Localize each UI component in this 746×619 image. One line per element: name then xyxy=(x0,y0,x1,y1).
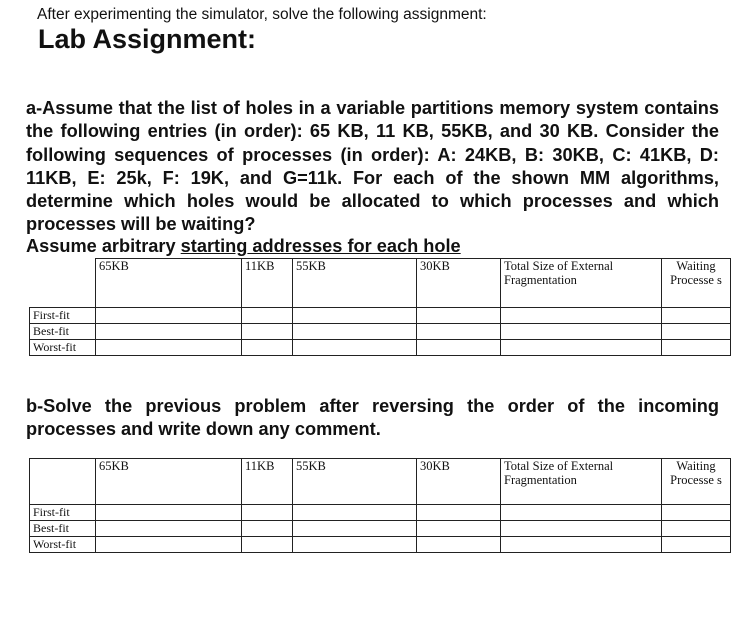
header-waiting-processes: Waiting Processe s xyxy=(662,459,731,505)
answer-cell[interactable] xyxy=(417,537,501,553)
header-hole-30kb: 30KB xyxy=(417,459,501,505)
allocation-table-b xyxy=(29,458,731,553)
answer-cell[interactable] xyxy=(242,324,293,340)
answer-cell[interactable] xyxy=(662,324,731,340)
table-row xyxy=(30,308,731,324)
answer-cell[interactable] xyxy=(501,537,662,553)
header-external-fragmentation: Total Size of External Fragmentation xyxy=(501,459,662,505)
page-title: Lab Assignment: xyxy=(38,24,257,54)
header-hole-65kb: 65KB xyxy=(96,259,242,308)
row-label-first-fit: First-fit xyxy=(30,308,96,324)
allocation-table-a xyxy=(29,258,731,356)
answer-cell[interactable] xyxy=(501,340,662,356)
answer-cell[interactable] xyxy=(662,505,731,521)
note-underlined: starting xyxy=(180,236,248,256)
corner-cell xyxy=(30,259,96,308)
table-header-row xyxy=(30,259,731,308)
header-hole-55kb: 55KB xyxy=(293,259,417,308)
answer-cell[interactable] xyxy=(662,537,731,553)
part-a-note xyxy=(26,236,461,257)
table-header-row xyxy=(30,459,731,505)
part-b-question: b-Solve the previous problem after reversing the order of the incoming processes and write down any comment. xyxy=(26,396,719,440)
answer-cell[interactable] xyxy=(242,340,293,356)
answer-cell[interactable] xyxy=(293,324,417,340)
answer-cell[interactable] xyxy=(501,521,662,537)
answer-cell[interactable] xyxy=(242,308,293,324)
answer-cell[interactable] xyxy=(501,308,662,324)
row-label-first-fit: First-fit xyxy=(30,505,96,521)
table-row xyxy=(30,521,731,537)
answer-cell[interactable] xyxy=(662,521,731,537)
note-suffix: addresses for each hole xyxy=(247,236,461,256)
answer-cell[interactable] xyxy=(96,308,242,324)
header-hole-65kb: 65KB xyxy=(96,459,242,505)
answer-cell[interactable] xyxy=(417,340,501,356)
table-row xyxy=(30,505,731,521)
row-label-worst-fit: Worst-fit xyxy=(30,537,96,553)
answer-cell[interactable] xyxy=(501,505,662,521)
row-label-best-fit: Best-fit xyxy=(30,521,96,537)
header-hole-11kb: 11KB xyxy=(242,259,293,308)
row-label-best-fit: Best-fit xyxy=(30,324,96,340)
answer-cell[interactable] xyxy=(242,521,293,537)
table-row xyxy=(30,324,731,340)
answer-cell[interactable] xyxy=(96,505,242,521)
row-label-worst-fit: Worst-fit xyxy=(30,340,96,356)
note-prefix: Assume arbitrary xyxy=(26,236,181,256)
table-row xyxy=(30,340,731,356)
answer-cell[interactable] xyxy=(293,521,417,537)
answer-cell[interactable] xyxy=(417,324,501,340)
answer-cell[interactable] xyxy=(96,521,242,537)
answer-cell[interactable] xyxy=(242,537,293,553)
part-a-question: a-Assume that the list of holes in a variable partitions memory system contains the following entries (in order): 65 KB, 11 KB, 55KB, and 30 KB. Consider the following sequences of processes (in order): A: 24KB, B: 30KB, C: 41KB, D: 11KB, E: 25k, F: 19K, and G=11k. For each of the shown MM algorithms, determine which holes would be allocated to which processes and which processes will be waiting? xyxy=(26,98,719,235)
answer-cell[interactable] xyxy=(242,505,293,521)
answer-cell[interactable] xyxy=(417,308,501,324)
answer-cell[interactable] xyxy=(662,308,731,324)
header-external-fragmentation: Total Size of External Fragmentation xyxy=(501,259,662,308)
header-hole-55kb: 55KB xyxy=(293,459,417,505)
answer-cell[interactable] xyxy=(96,324,242,340)
answer-cell[interactable] xyxy=(417,521,501,537)
answer-cell[interactable] xyxy=(293,340,417,356)
answer-cell[interactable] xyxy=(96,537,242,553)
answer-cell[interactable] xyxy=(662,340,731,356)
header-waiting-processes: Waiting Processe s xyxy=(662,259,731,308)
answer-cell[interactable] xyxy=(417,505,501,521)
answer-cell[interactable] xyxy=(96,340,242,356)
answer-cell[interactable] xyxy=(293,537,417,553)
answer-cell[interactable] xyxy=(501,324,662,340)
header-hole-30kb: 30KB xyxy=(417,259,501,308)
intro-text: After experimenting the simulator, solve the following assignment: xyxy=(37,6,487,23)
table-row xyxy=(30,537,731,553)
answer-cell[interactable] xyxy=(293,505,417,521)
header-hole-11kb: 11KB xyxy=(242,459,293,505)
answer-cell[interactable] xyxy=(293,308,417,324)
corner-cell xyxy=(30,459,96,505)
